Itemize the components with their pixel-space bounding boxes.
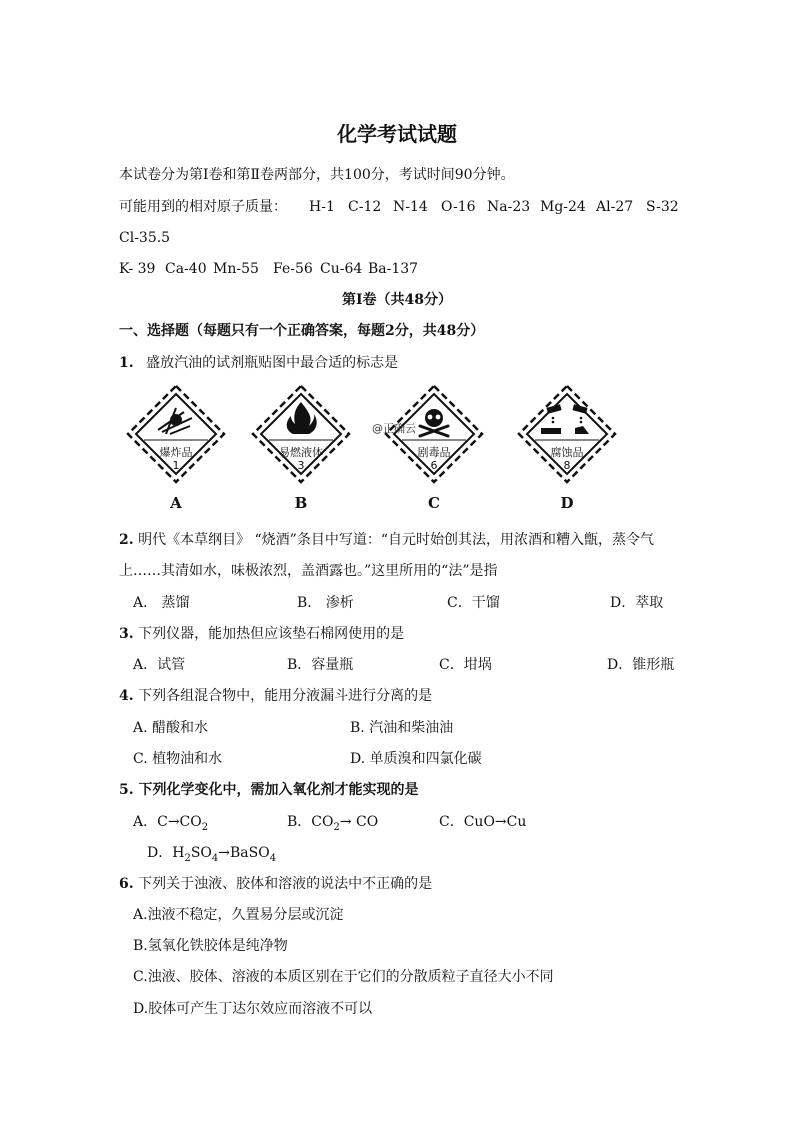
- atomic-mass: Cu-64: [320, 261, 363, 277]
- watermark: @正确云: [372, 422, 416, 435]
- question-6: [119, 874, 432, 894]
- option: B．容量瓶: [287, 657, 354, 673]
- option-letter: C: [428, 494, 440, 512]
- atomic-mass: Cl-35.5: [119, 230, 171, 246]
- atomic-mass: Fe-56: [273, 261, 313, 277]
- sign-number: 8: [563, 459, 571, 472]
- part-title: 一、选择题（每题只有一个正确答案，每题2分，共48分）: [119, 323, 485, 339]
- question-number: 3.: [119, 626, 134, 642]
- option: B． 渗析: [297, 595, 354, 611]
- option-letter: A: [170, 494, 182, 512]
- atomic-mass: Mn-55: [213, 261, 259, 277]
- section-title: 第Ⅰ卷（共48分）: [341, 292, 453, 308]
- option: D. 单质溴和四氯化碳: [350, 751, 482, 767]
- atomic-mass: Na-23: [487, 199, 531, 215]
- question-text: 盛放汽油的试剂瓶贴图中最合适的标志是: [146, 355, 399, 371]
- option: A.浊液不稳定，久置易分层或沉淀: [133, 907, 344, 923]
- question-text-cont: 上……其清如水，味极浓烈，盖酒露也。”这里所用的“法”是指: [119, 563, 498, 579]
- question-number: 2.: [119, 532, 134, 548]
- atomic-mass: C-12: [348, 199, 382, 215]
- sign-number: 3: [297, 459, 305, 472]
- option-letter: D: [560, 494, 574, 512]
- option: D．锥形瓶: [607, 657, 675, 673]
- sign-label: 腐蚀品: [550, 446, 584, 459]
- question-text: 明代《本草纲目》 “烧酒”条目中写道：“自元时始创其法，用浓酒和糟入甑，蒸令气: [138, 532, 654, 548]
- option: C．CuO→Cu: [439, 814, 527, 830]
- question-number: 1.: [119, 355, 134, 371]
- question-text: 下列仪器，能加热但应该垫石棉网使用的是: [138, 626, 405, 642]
- option: D．$H_2SO_4\to BaSO_4$: [147, 845, 277, 864]
- sign-label: 剧毒品: [417, 446, 451, 459]
- question-text: 下列各组混合物中，能用分液漏斗进行分离的是: [138, 688, 433, 704]
- question-4: [119, 686, 432, 706]
- page-title: 化学考试试题: [337, 122, 457, 146]
- option: C.浊液、胶体、溶液的本质区别在于它们的分散质粒子直径大小不同: [133, 969, 554, 985]
- question-number: 6.: [119, 876, 134, 892]
- question-number: 5: [119, 782, 129, 798]
- sign-label: 易燃液体: [279, 446, 323, 459]
- option: D.胶体可产生丁达尔效应而溶液不可以: [133, 1001, 373, 1017]
- sign-number: 6: [430, 459, 438, 472]
- atomic-mass: Al-27: [596, 199, 634, 215]
- atomic-mass: K- 39: [119, 261, 156, 277]
- question-text: 下列关于浊液、胶体和溶液的说法中不正确的是: [138, 876, 433, 892]
- option: A． 蒸馏: [133, 595, 190, 611]
- sign-label: 爆炸品: [159, 446, 193, 459]
- question-1: [119, 353, 398, 373]
- atomic-mass-label: 可能用到的相对原子质量：: [119, 199, 287, 215]
- intro-text: 本试卷分为第Ⅰ卷和第Ⅱ卷两部分，共100分，考试时间90分钟。: [119, 167, 515, 183]
- option: C. 植物油和水: [133, 751, 223, 767]
- atomic-mass: N-14: [393, 199, 428, 215]
- option: A．$C\to CO_2$: [133, 814, 209, 833]
- option: D．萃取: [610, 595, 664, 611]
- sign-number: 1: [172, 459, 180, 472]
- option: C．干馏: [447, 595, 500, 611]
- question-5: [119, 780, 419, 800]
- option: A. 醋酸和水: [133, 720, 209, 736]
- atomic-mass: Ba-137: [368, 261, 419, 277]
- option-letter: B: [294, 494, 308, 512]
- atomic-mass: S-32: [646, 199, 679, 215]
- option: A．试管: [133, 657, 186, 673]
- option: C．坩埚: [439, 657, 492, 673]
- option: B.氢氧化铁胶体是纯净物: [133, 938, 288, 954]
- atomic-mass: Ca-40: [165, 261, 207, 277]
- question-text: . 下列化学变化中，需加入氧化剂才能实现的是: [128, 782, 419, 798]
- question-2: [119, 530, 654, 550]
- atomic-mass: O-16: [441, 199, 476, 215]
- atomic-mass: Mg-24: [540, 199, 586, 215]
- option: B. 汽油和柴油油: [350, 720, 454, 736]
- atomic-mass: H-1: [309, 199, 335, 215]
- option: B．$CO_2\to$ CO: [287, 814, 379, 833]
- question-3: [119, 624, 404, 644]
- question-number: 4.: [119, 688, 134, 704]
